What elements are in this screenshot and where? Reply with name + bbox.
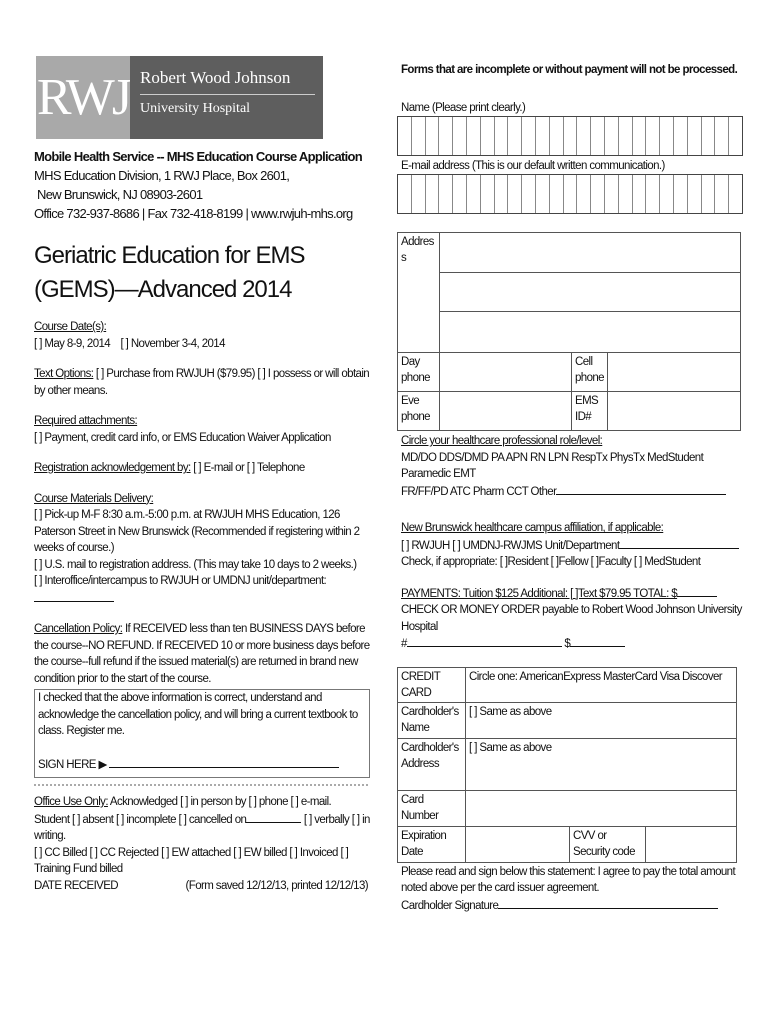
- eve-phone-field[interactable]: [440, 392, 572, 431]
- cvv-field[interactable]: [646, 826, 737, 862]
- cancel-label: Cancellation Policy:: [34, 623, 123, 635]
- date-received: DATE RECEIVED: [34, 879, 119, 892]
- form-saved-note: (Form saved 12/12/13, printed 12/12/13): [185, 879, 368, 892]
- ack-options[interactable]: [ ] E-mail or [ ] Telephone: [190, 462, 305, 474]
- office-label: Office Use Only:: [34, 796, 108, 808]
- address-line2: New Brunswick, NJ 08903-2601: [37, 187, 203, 202]
- check-number-label: #: [401, 638, 407, 650]
- address-line1: MHS Education Division, 1 RWJ Place, Box 2601,: [34, 168, 290, 183]
- cc-label: CREDIT CARD: [398, 667, 466, 702]
- cardholder-address-label: Cardholder's Address: [398, 738, 466, 790]
- other-role-field[interactable]: [556, 483, 726, 495]
- attachments-label: Required attachments:: [34, 415, 138, 427]
- divider: [34, 784, 368, 786]
- form-title: Mobile Health Service -- MHS Education Course Application: [34, 149, 363, 164]
- cell-phone-field[interactable]: [608, 353, 741, 392]
- office-billing: [ ] CC Billed [ ] CC Rejected [ ] EW attached [ ] EW billed [ ] Invoiced [ ] Training Fund billed: [34, 846, 349, 875]
- address-label: Address: [398, 233, 440, 353]
- credit-card-table: [397, 667, 737, 863]
- right-column: [397, 56, 745, 914]
- signature-field[interactable]: [109, 756, 339, 768]
- delivery-interoffice[interactable]: [ ] Interoffice/intercampus to RWJUH or UMDNJ unit/department:: [34, 575, 327, 587]
- same-as-above-checkbox[interactable]: [ ] Same as above: [469, 741, 552, 754]
- eve-phone-label: Eve phone: [398, 392, 440, 431]
- card-number-field[interactable]: [466, 790, 737, 826]
- address-field-2[interactable]: [440, 273, 741, 312]
- ems-id-label: EMS ID#: [572, 392, 608, 431]
- cancel-policy: If RECEIVED less than ten BUSINESS DAYS before the course--NO REFUND. If RECEIVED 10 or more business days before the course--full refund if the issued material(s) are returned in brand new condition prior to the start of the course.: [34, 623, 370, 685]
- card-number-label: Card Number: [398, 790, 466, 826]
- unit-department-field[interactable]: [619, 537, 739, 549]
- signature-box: [34, 689, 370, 778]
- expiration-field[interactable]: [466, 826, 570, 862]
- cvv-label: CVV or Security code: [570, 826, 646, 862]
- delivery-label: Course Materials Delivery:: [34, 492, 154, 505]
- delivery-pickup[interactable]: [ ] Pick-up M-F 8:30 a.m.-5:00 p.m. at RWJUH MHS Education, 126 Paterson Street in New Brunswick (Recommended if registering within 2 weeks of course.): [34, 509, 360, 554]
- warning-text: Forms that are incomplete or without payment will not be processed.: [401, 64, 738, 76]
- course-dates[interactable]: [ ] May 8-9, 2014 [ ] November 3-4, 2014: [34, 337, 225, 350]
- check-amount-field[interactable]: [570, 635, 625, 647]
- ack-label: Registration acknowledgement by:: [34, 462, 191, 474]
- logo-line1: Robert Wood Johnson: [140, 68, 291, 87]
- name-label: Name (Please print clearly.): [401, 102, 526, 114]
- dates-label: Course Date(s):: [34, 321, 107, 333]
- day-phone-label: Day phone: [398, 353, 440, 392]
- name-input[interactable]: [397, 116, 743, 156]
- affiliation-label: New Brunswick healthcare campus affiliation, if applicable:: [401, 522, 664, 534]
- email-label: E-mail address (This is our default written communication.): [401, 160, 665, 172]
- card-type-options[interactable]: Circle one: AmericanExpress MasterCard Visa Discover: [466, 667, 737, 702]
- role-label: Circle your healthcare professional role/level:: [401, 435, 603, 447]
- ems-id-field[interactable]: [608, 392, 741, 431]
- cardholder-name-field[interactable]: [ ] Same as above: [466, 702, 737, 738]
- affiliation-options[interactable]: [ ] RWJUH [ ] UMDNJ-RWJMS Unit/Department: [401, 539, 620, 552]
- roles-line2[interactable]: FR/FF/PD ATC Pharm CCT Other: [401, 485, 557, 498]
- check-number-field[interactable]: [407, 635, 562, 647]
- expiration-label: Expiration Date: [398, 826, 466, 862]
- appointment-options[interactable]: Check, if appropriate: [ ]Resident [ ]Fellow [ ]Faculty [ ] MedStudent: [401, 556, 701, 568]
- contact-line: Office 732-937-8686 | Fax 732-418-8199 | www.rwjuh-mhs.org: [34, 206, 353, 221]
- office-ack: Acknowledged [ ] in person by [ ] phone [ ] e-mail.: [107, 796, 332, 808]
- check-instructions: CHECK OR MONEY ORDER payable to Robert Wood Johnson University Hospital: [401, 604, 742, 633]
- logo-line2: University Hospital: [140, 101, 251, 116]
- payments-line: PAYMENTS: Tuition $125 Additional: [ ]Text $79.95 TOTAL: $: [401, 587, 678, 600]
- left-column: [34, 56, 376, 894]
- total-field[interactable]: [677, 585, 717, 597]
- logo-initials: RWJ: [36, 56, 130, 139]
- contact-table: [397, 232, 741, 431]
- address-field-3[interactable]: [440, 312, 741, 353]
- address-field-1[interactable]: [440, 233, 741, 273]
- office-student: Student [ ] absent [ ] incomplete [ ] cancelled on: [34, 813, 247, 826]
- text-options[interactable]: [ ] Purchase from RWJUH ($79.95) [ ] I possess or will obtain by other means.: [34, 368, 370, 397]
- sign-here-label: SIGN HERE ▶: [38, 758, 107, 771]
- cancelled-date-field: [246, 811, 301, 823]
- cardholder-address-field[interactable]: [466, 738, 737, 790]
- text-options-label: Text Options:: [34, 368, 94, 380]
- cell-phone-label: Cell phone: [572, 353, 608, 392]
- email-input[interactable]: [397, 174, 743, 214]
- check-amount-label: $: [561, 638, 571, 650]
- cc-signature-field[interactable]: [498, 897, 718, 909]
- cc-signature-label: Cardholder Signature: [401, 899, 499, 912]
- delivery-mail[interactable]: [ ] U.S. mail to registration address. (This may take 10 days to 2 weeks.): [34, 558, 357, 571]
- roles-line1[interactable]: MD/DO DDS/DMD PA APN RN LPN RespTx PhysTx MedStudent Paramedic EMT: [401, 451, 704, 480]
- course-title: Geriatric Education for EMS (GEMS)—Advanced 2014: [34, 242, 305, 303]
- rwj-logo: [36, 56, 323, 139]
- office-cancel-method: [ ] verbally [ ] in writing.: [34, 813, 370, 842]
- cardholder-name-label: Cardholder's Name: [398, 702, 466, 738]
- agreement-text: I checked that the above information is correct, understand and acknowledge the cancellation policy, and will bring a current textbook to class. Register me.: [38, 692, 358, 737]
- department-field[interactable]: [34, 590, 114, 602]
- attachments[interactable]: [ ] Payment, credit card info, or EMS Education Waiver Application: [34, 431, 331, 444]
- day-phone-field[interactable]: [440, 353, 572, 392]
- cc-statement: Please read and sign below this statement: I agree to pay the total amount noted above per the card issuer agreement.: [401, 865, 736, 894]
